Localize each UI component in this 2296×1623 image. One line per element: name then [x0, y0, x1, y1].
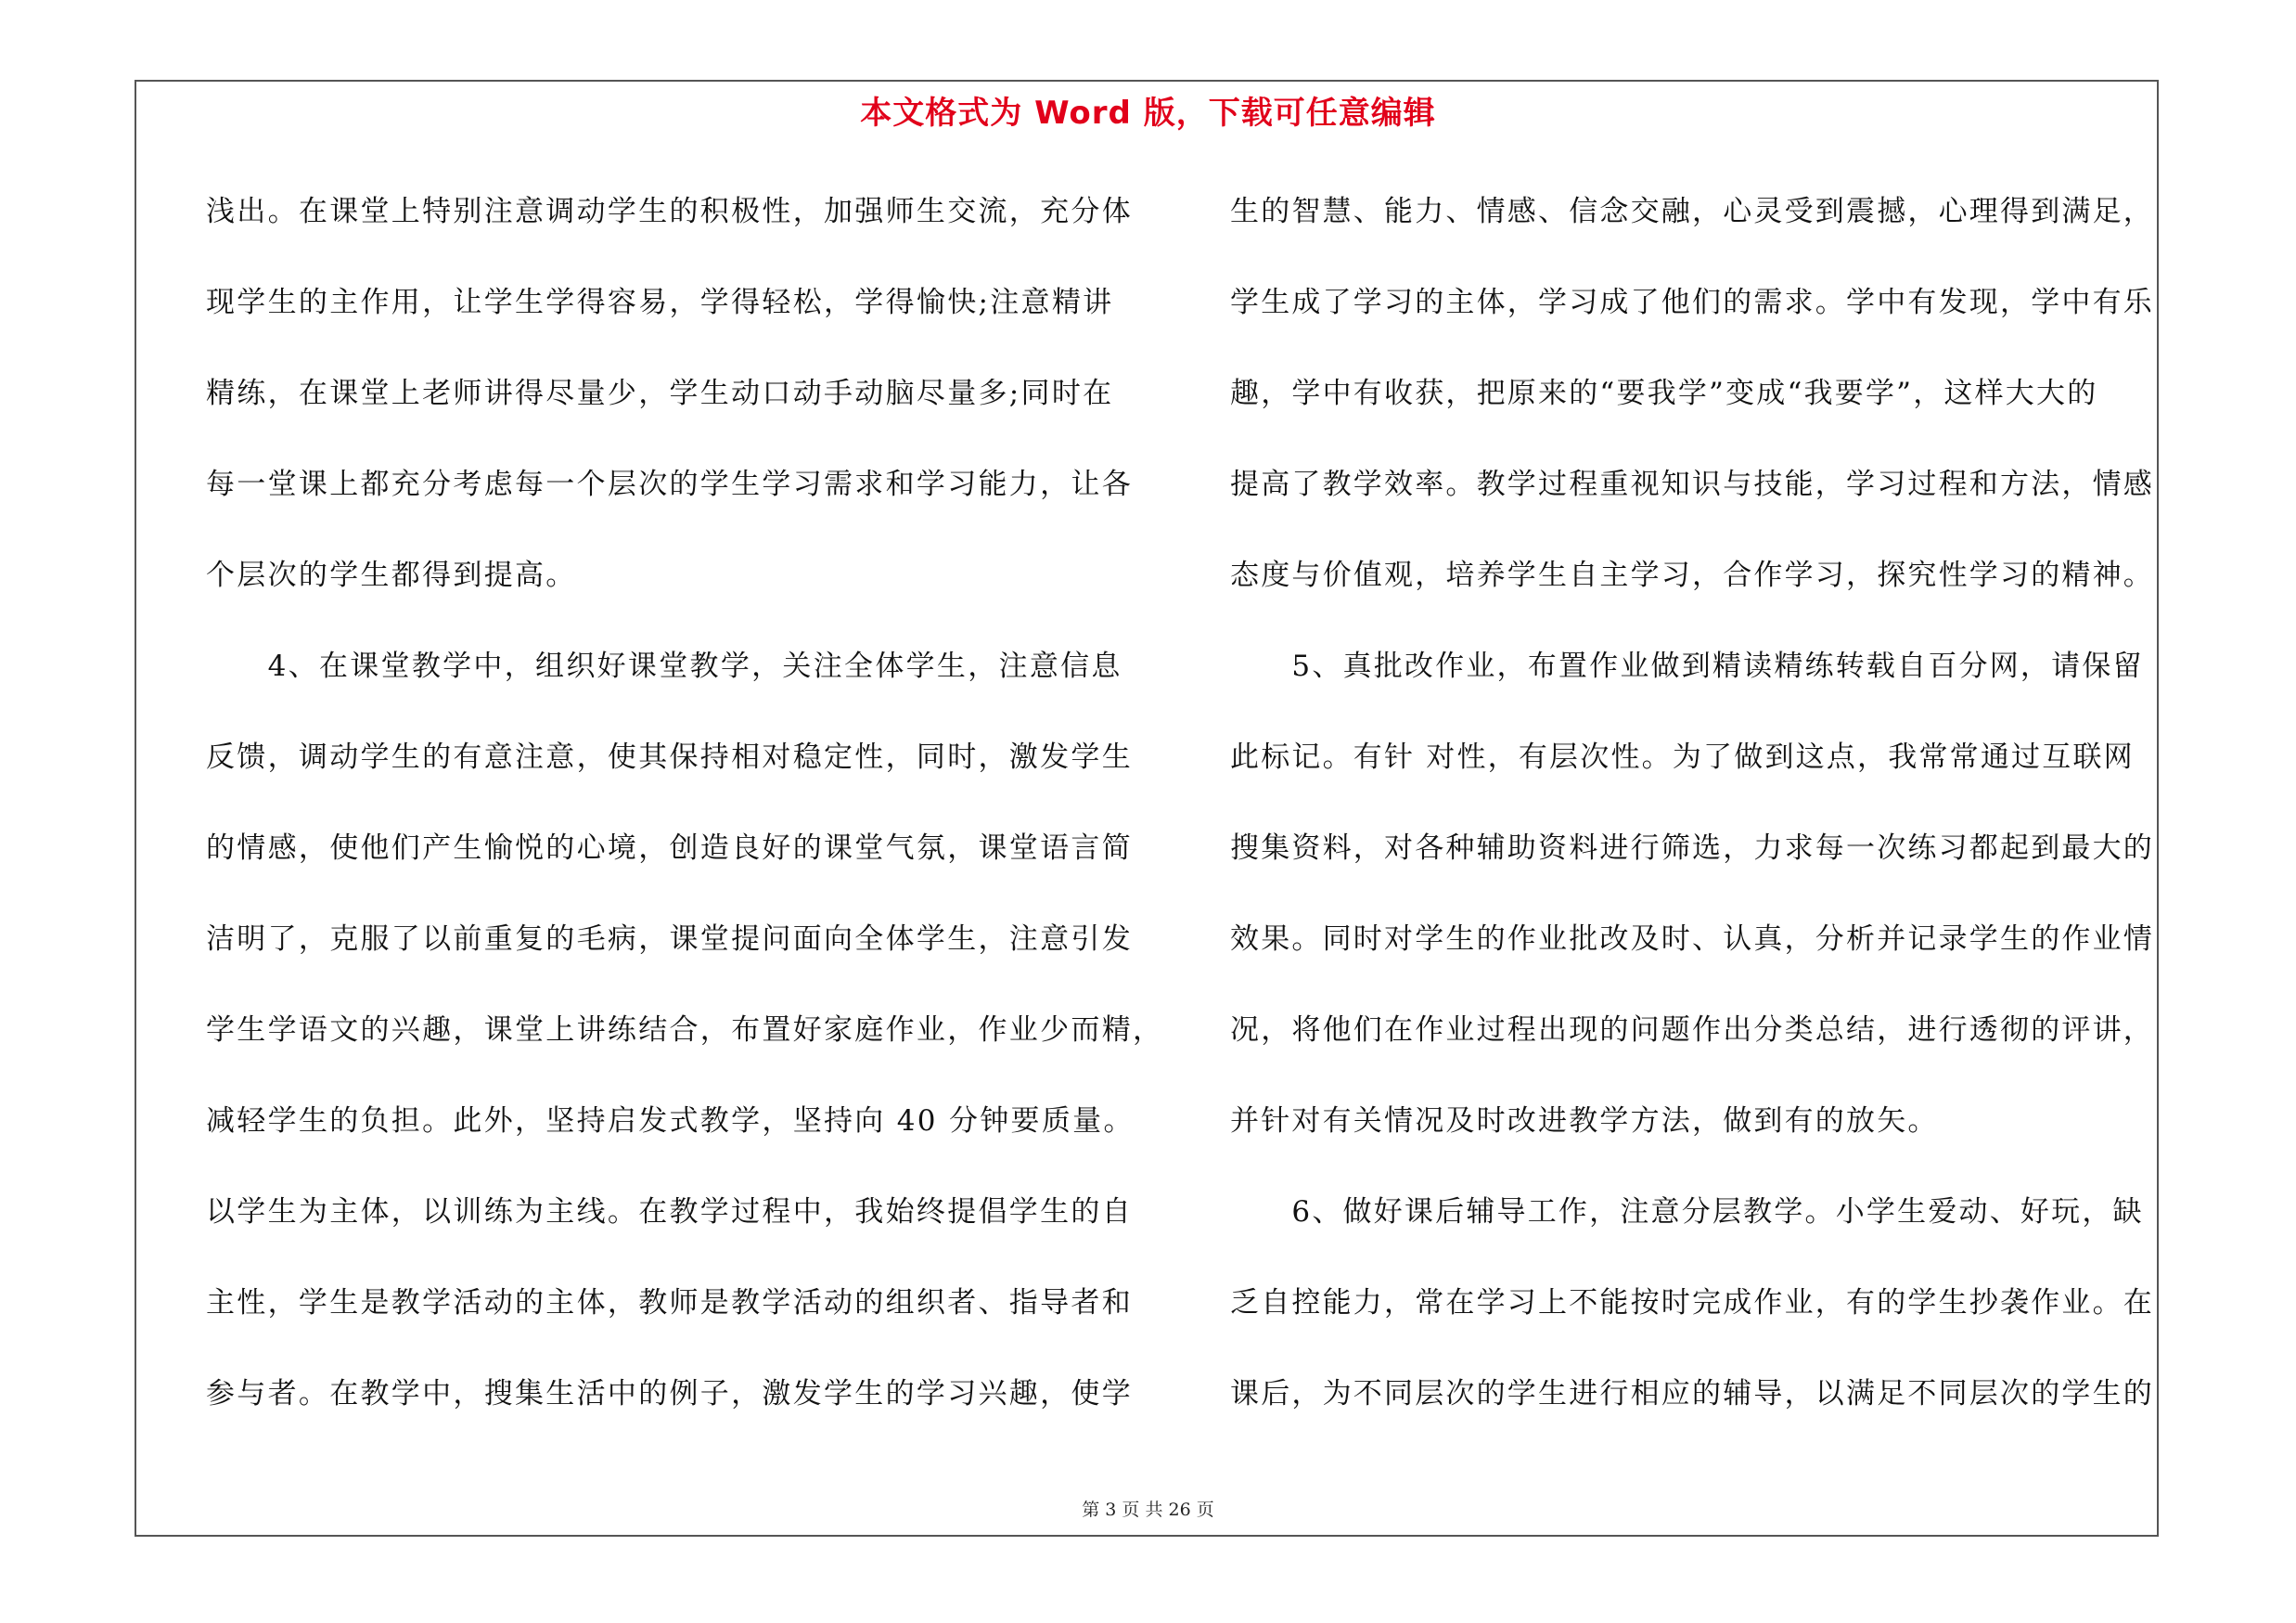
text-line: 反馈，调动学生的有意注意，使其保持相对稳定性，同时，激发学生 — [206, 741, 1133, 774]
text-line: 6、做好课后辅导工作，注意分层教学。小学生爱动、好玩，缺 — [1230, 1195, 2144, 1229]
text-line: 趣，学中有收获，把原来的“要我学”变成“我要学”，这样大大的 — [1230, 377, 2098, 410]
text-line: 学生成了学习的主体，学习成了他们的需求。学中有发现，学中有乐 — [1230, 286, 2154, 319]
text-line: 浅出。在课堂上特别注意调动学生的积极性，加强师生交流，充分体 — [206, 195, 1133, 228]
text-line: 的情感，使他们产生愉悦的心境，创造良好的课堂气氛，课堂语言简 — [206, 831, 1133, 865]
text-line: 参与者。在教学中，搜集生活中的例子，激发学生的学习兴趣，使学 — [206, 1377, 1133, 1410]
text-line: 减轻学生的负担。此外，坚持启发式教学，坚持向 40 分钟要质量。 — [206, 1104, 1135, 1138]
text-line: 提高了教学效率。教学过程重视知识与技能，学习过程和方法，情感 — [1230, 468, 2154, 501]
right-column — [1230, 186, 2176, 1459]
text-line: 效果。同时对学生的作业批改及时、认真，分析并记录学生的作业情 — [1230, 922, 2154, 956]
text-line: 4、在课堂教学中，组织好课堂教学，关注全体学生，注意信息 — [206, 650, 1122, 683]
left-column — [206, 186, 1164, 1459]
text-line: 洁明了，克服了以前重复的毛病，课堂提问面向全体学生，注意引发 — [206, 922, 1133, 956]
text-line: 况，将他们在作业过程出现的问题作出分类总结，进行透彻的评讲， — [1230, 1013, 2154, 1047]
text-line: 现学生的主作用，让学生学得容易，学得轻松，学得愉快;注意精讲 — [206, 286, 1114, 319]
text-line: 每一堂课上都充分考虑每一个层次的学生学习需求和学习能力，让各 — [206, 468, 1133, 501]
text-line: 生的智慧、能力、情感、信念交融，心灵受到震撼，心理得到满足， — [1230, 195, 2154, 228]
text-line: 5、真批改作业，布置作业做到精读精练转载自百分网，请保留 — [1230, 650, 2144, 683]
text-line: 以学生为主体，以训练为主线。在教学过程中，我始终提倡学生的自 — [206, 1195, 1133, 1229]
text-line: 学生学语文的兴趣，课堂上讲练结合，布置好家庭作业，作业少而精， — [206, 1013, 1164, 1047]
document-banner: 本文格式为 Word 版，下载可任意编辑 — [860, 95, 1436, 132]
text-line: 并针对有关情况及时改进教学方法，做到有的放矢。 — [1230, 1104, 1939, 1138]
text-line: 此标记。有针 对性，有层次性。为了做到这点，我常常通过互联网 — [1230, 741, 2135, 774]
text-line: 态度与价值观，培养学生自主学习，合作学习，探究性学习的精神。 — [1230, 559, 2154, 592]
text-line: 搜集资料，对各种辅助资料进行筛选，力求每一次练习都起到最大的 — [1230, 831, 2154, 865]
page-number: 第 3 页 共 26 页 — [1082, 1500, 1214, 1520]
text-line: 精练，在课堂上老师讲得尽量少，学生动口动手动脑尽量多;同时在 — [206, 377, 1114, 410]
text-line: 课后，为不同层次的学生进行相应的辅导，以满足不同层次的学生的 — [1230, 1377, 2154, 1410]
text-line: 个层次的学生都得到提高。 — [206, 559, 577, 592]
text-line: 主性，学生是教学活动的主体，教师是教学活动的组织者、指导者和 — [206, 1286, 1133, 1320]
text-line: 乏自控能力，常在学习上不能按时完成作业，有的学生抄袭作业。在 — [1230, 1286, 2154, 1320]
